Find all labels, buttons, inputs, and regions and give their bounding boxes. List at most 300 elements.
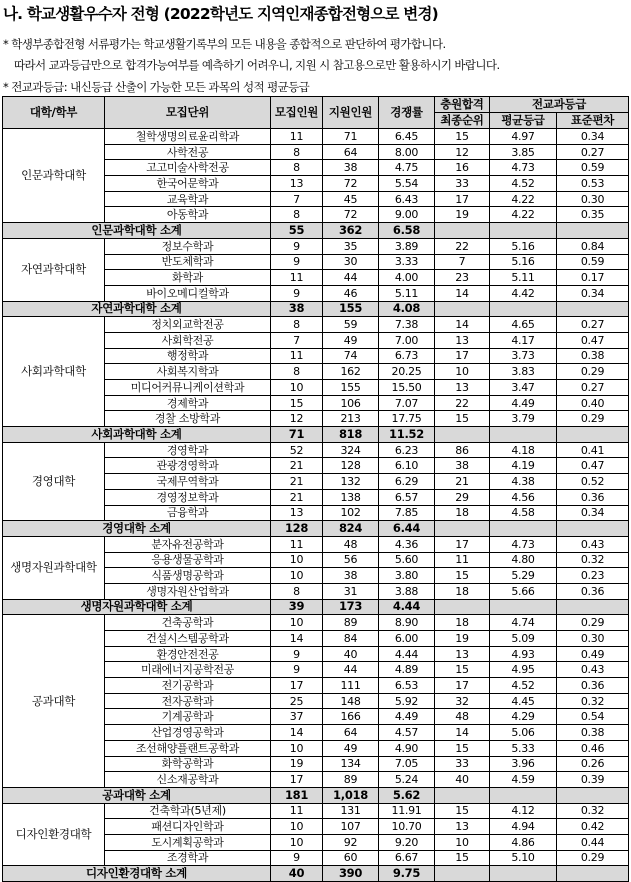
ratio-cell: 20.25	[379, 364, 435, 380]
sd-cell: 0.43	[557, 536, 629, 552]
sd-cell: 0.34	[557, 129, 629, 145]
sd-cell: 0.36	[557, 583, 629, 599]
ratio-cell: 9.20	[379, 834, 435, 850]
applicants-cell: 166	[323, 709, 379, 725]
rank-cell: 29	[435, 489, 490, 505]
sd-cell: 0.36	[557, 489, 629, 505]
sd-cell: 0.40	[557, 395, 629, 411]
quota-cell: 14	[271, 725, 323, 741]
table-row	[3, 238, 629, 254]
avg-grade-cell: 3.85	[490, 144, 557, 160]
empty-cell	[557, 599, 629, 615]
avg-grade-cell: 4.56	[490, 489, 557, 505]
college-name: 자연과학대학	[3, 238, 105, 301]
rank-cell: 33	[435, 176, 490, 192]
quota-cell: 9	[271, 254, 323, 270]
rank-cell: 18	[435, 615, 490, 631]
quota-cell: 8	[271, 144, 323, 160]
empty-cell	[490, 301, 557, 317]
sd-cell: 0.59	[557, 254, 629, 270]
empty-cell	[435, 427, 490, 443]
sd-cell: 0.17	[557, 270, 629, 286]
sd-cell: 0.29	[557, 411, 629, 427]
rank-cell: 22	[435, 395, 490, 411]
rank-cell: 19	[435, 207, 490, 223]
rank-cell: 17	[435, 191, 490, 207]
empty-cell	[557, 521, 629, 537]
rank-cell: 14	[435, 317, 490, 333]
applicants-cell: 138	[323, 489, 379, 505]
empty-cell	[435, 866, 490, 882]
rank-cell: 17	[435, 678, 490, 694]
avg-grade-cell: 5.66	[490, 583, 557, 599]
header-rank-line1: 충원합격	[435, 97, 490, 113]
sd-cell: 0.46	[557, 740, 629, 756]
ratio-cell: 8.90	[379, 615, 435, 631]
unit-name: 전기공학과	[105, 678, 271, 694]
applicants-cell: 38	[323, 568, 379, 584]
avg-grade-cell: 4.49	[490, 395, 557, 411]
quota-cell: 11	[271, 536, 323, 552]
quota-cell: 15	[271, 395, 323, 411]
rank-cell: 13	[435, 646, 490, 662]
rank-cell: 22	[435, 238, 490, 254]
header-unit: 모집단위	[105, 97, 271, 129]
unit-name: 국제무역학과	[105, 474, 271, 490]
unit-name: 패션디자인학과	[105, 819, 271, 835]
page-title: 나. 학교생활우수자 전형 (2022학년도 지역인재종합전형으로 변경)	[3, 5, 438, 23]
rank-cell: 23	[435, 270, 490, 286]
sd-cell: 0.35	[557, 207, 629, 223]
quota-cell: 11	[271, 270, 323, 286]
sd-cell: 0.34	[557, 505, 629, 521]
unit-name: 기계공학과	[105, 709, 271, 725]
avg-grade-cell: 4.19	[490, 458, 557, 474]
sd-cell: 0.41	[557, 442, 629, 458]
empty-cell	[435, 787, 490, 803]
unit-name: 조선해양플랜트공학과	[105, 740, 271, 756]
avg-grade-cell: 4.52	[490, 176, 557, 192]
quota-cell: 9	[271, 850, 323, 866]
quota-cell: 13	[271, 176, 323, 192]
unit-name: 교육학과	[105, 191, 271, 207]
applicants-cell: 92	[323, 834, 379, 850]
avg-grade-cell: 4.22	[490, 191, 557, 207]
unit-name: 고고미술사학전공	[105, 160, 271, 176]
unit-name: 정치외교학전공	[105, 317, 271, 333]
quota-cell: 37	[271, 709, 323, 725]
quota-cell: 11	[271, 129, 323, 145]
quota-cell: 10	[271, 568, 323, 584]
rank-cell: 33	[435, 756, 490, 772]
subtotal-ratio: 6.58	[379, 223, 435, 239]
header-grade-group: 전교과등급	[490, 97, 629, 113]
subtotal-quota: 181	[271, 787, 323, 803]
subtotal-row	[3, 223, 629, 239]
sd-cell: 0.26	[557, 756, 629, 772]
subtotal-ratio: 5.62	[379, 787, 435, 803]
quota-cell: 9	[271, 646, 323, 662]
header-rank-line2: 최종순위	[435, 113, 490, 129]
table-row	[3, 803, 629, 819]
unit-name: 반도체학과	[105, 254, 271, 270]
applicants-cell: 131	[323, 803, 379, 819]
sd-cell: 0.36	[557, 678, 629, 694]
rank-cell: 18	[435, 583, 490, 599]
sd-cell: 0.39	[557, 772, 629, 788]
avg-grade-cell: 5.06	[490, 725, 557, 741]
avg-grade-cell: 4.73	[490, 536, 557, 552]
applicants-cell: 64	[323, 144, 379, 160]
rank-cell: 32	[435, 693, 490, 709]
sd-cell: 0.59	[557, 160, 629, 176]
unit-name: 사회학전공	[105, 332, 271, 348]
applicants-cell: 45	[323, 191, 379, 207]
empty-cell	[435, 599, 490, 615]
rank-cell: 13	[435, 819, 490, 835]
unit-name: 아동학과	[105, 207, 271, 223]
header-avg: 평균등급	[490, 113, 557, 129]
applicants-cell: 59	[323, 317, 379, 333]
avg-grade-cell: 4.80	[490, 552, 557, 568]
avg-grade-cell: 4.17	[490, 332, 557, 348]
applicants-cell: 132	[323, 474, 379, 490]
avg-grade-cell: 3.47	[490, 380, 557, 396]
ratio-cell: 6.10	[379, 458, 435, 474]
empty-cell	[435, 301, 490, 317]
note-evaluation: * 학생부종합전형 서류평가는 학교생활기록부의 모든 내용을 종합적으로 판단하여 평가합니다.	[3, 37, 446, 51]
applicants-cell: 56	[323, 552, 379, 568]
rank-cell: 12	[435, 144, 490, 160]
empty-cell	[490, 866, 557, 882]
empty-cell	[557, 787, 629, 803]
applicants-cell: 64	[323, 725, 379, 741]
rank-cell: 48	[435, 709, 490, 725]
avg-grade-cell: 4.74	[490, 615, 557, 631]
unit-name: 미래에너지공학전공	[105, 662, 271, 678]
applicants-cell: 324	[323, 442, 379, 458]
avg-grade-cell: 4.45	[490, 693, 557, 709]
avg-grade-cell: 5.09	[490, 631, 557, 647]
quota-cell: 10	[271, 552, 323, 568]
applicants-cell: 134	[323, 756, 379, 772]
avg-grade-cell: 3.73	[490, 348, 557, 364]
rank-cell: 11	[435, 552, 490, 568]
avg-grade-cell: 4.29	[490, 709, 557, 725]
subtotal-row	[3, 427, 629, 443]
ratio-cell: 6.67	[379, 850, 435, 866]
ratio-cell: 8.00	[379, 144, 435, 160]
avg-grade-cell: 4.38	[490, 474, 557, 490]
avg-grade-cell: 4.94	[490, 819, 557, 835]
subtotal-row	[3, 787, 629, 803]
sd-cell: 0.47	[557, 332, 629, 348]
rank-cell: 38	[435, 458, 490, 474]
unit-name: 산업경영공학과	[105, 725, 271, 741]
applicants-cell: 102	[323, 505, 379, 521]
empty-cell	[435, 223, 490, 239]
ratio-cell: 6.73	[379, 348, 435, 364]
subtotal-label: 자연과학대학 소계	[3, 301, 271, 317]
college-name: 경영대학	[3, 442, 105, 520]
applicants-cell: 30	[323, 254, 379, 270]
avg-grade-cell: 4.93	[490, 646, 557, 662]
empty-cell	[490, 599, 557, 615]
avg-grade-cell: 5.16	[490, 238, 557, 254]
sd-cell: 0.29	[557, 850, 629, 866]
ratio-cell: 15.50	[379, 380, 435, 396]
ratio-cell: 4.44	[379, 646, 435, 662]
sd-cell: 0.30	[557, 191, 629, 207]
applicants-cell: 71	[323, 129, 379, 145]
applicants-cell: 84	[323, 631, 379, 647]
college-name: 디자인환경대학	[3, 803, 105, 866]
subtotal-label: 인문과학대학 소계	[3, 223, 271, 239]
admission-results-table	[2, 96, 629, 882]
unit-name: 건축학과(5년제)	[105, 803, 271, 819]
applicants-cell: 148	[323, 693, 379, 709]
applicants-cell: 35	[323, 238, 379, 254]
avg-grade-cell: 5.10	[490, 850, 557, 866]
ratio-cell: 6.57	[379, 489, 435, 505]
ratio-cell: 3.89	[379, 238, 435, 254]
sd-cell: 0.42	[557, 819, 629, 835]
sd-cell: 0.54	[557, 709, 629, 725]
subtotal-ratio: 6.44	[379, 521, 435, 537]
applicants-cell: 49	[323, 332, 379, 348]
rank-cell: 14	[435, 725, 490, 741]
unit-name: 정보수학과	[105, 238, 271, 254]
rank-cell: 19	[435, 631, 490, 647]
subtotal-quota: 40	[271, 866, 323, 882]
applicants-cell: 72	[323, 176, 379, 192]
empty-cell	[490, 223, 557, 239]
ratio-cell: 3.88	[379, 583, 435, 599]
sd-cell: 0.43	[557, 662, 629, 678]
quota-cell: 17	[271, 772, 323, 788]
ratio-cell: 17.75	[379, 411, 435, 427]
subtotal-applicants: 818	[323, 427, 379, 443]
unit-name: 미디어커뮤니케이션학과	[105, 380, 271, 396]
subtotal-quota: 39	[271, 599, 323, 615]
subtotal-applicants: 173	[323, 599, 379, 615]
empty-cell	[557, 427, 629, 443]
header-ratio: 경쟁률	[379, 97, 435, 129]
empty-cell	[557, 866, 629, 882]
ratio-cell: 11.91	[379, 803, 435, 819]
avg-grade-cell: 5.11	[490, 270, 557, 286]
avg-grade-cell: 4.97	[490, 129, 557, 145]
unit-name: 철학생명의료윤리학과	[105, 129, 271, 145]
table-row	[3, 129, 629, 145]
ratio-cell: 9.00	[379, 207, 435, 223]
rank-cell: 86	[435, 442, 490, 458]
college-name: 생명자원과학대학	[3, 536, 105, 599]
subtotal-quota: 38	[271, 301, 323, 317]
sd-cell: 0.32	[557, 552, 629, 568]
ratio-cell: 4.36	[379, 536, 435, 552]
applicants-cell: 49	[323, 740, 379, 756]
quota-cell: 8	[271, 364, 323, 380]
subtotal-applicants: 824	[323, 521, 379, 537]
avg-grade-cell: 4.52	[490, 678, 557, 694]
sd-cell: 0.27	[557, 144, 629, 160]
header-applicants: 지원인원	[323, 97, 379, 129]
avg-grade-cell: 4.59	[490, 772, 557, 788]
subtotal-ratio: 4.08	[379, 301, 435, 317]
sd-cell: 0.34	[557, 285, 629, 301]
ratio-cell: 7.05	[379, 756, 435, 772]
sd-cell: 0.29	[557, 615, 629, 631]
sd-cell: 0.32	[557, 693, 629, 709]
subtotal-applicants: 390	[323, 866, 379, 882]
subtotal-row	[3, 599, 629, 615]
quota-cell: 10	[271, 380, 323, 396]
rank-cell: 14	[435, 285, 490, 301]
sd-cell: 0.52	[557, 474, 629, 490]
college-name: 인문과학대학	[3, 129, 105, 223]
ratio-cell: 7.07	[379, 395, 435, 411]
ratio-cell: 5.60	[379, 552, 435, 568]
header-sd: 표준편차	[557, 113, 629, 129]
unit-name: 바이오메디컬학과	[105, 285, 271, 301]
subtotal-row	[3, 521, 629, 537]
avg-grade-cell: 3.96	[490, 756, 557, 772]
quota-cell: 9	[271, 238, 323, 254]
subtotal-row	[3, 866, 629, 882]
quota-cell: 21	[271, 489, 323, 505]
sd-cell: 0.38	[557, 725, 629, 741]
avg-grade-cell: 4.42	[490, 285, 557, 301]
rank-cell: 15	[435, 411, 490, 427]
rank-cell: 15	[435, 740, 490, 756]
avg-grade-cell: 4.18	[490, 442, 557, 458]
applicants-cell: 44	[323, 662, 379, 678]
ratio-cell: 6.45	[379, 129, 435, 145]
unit-name: 화학과	[105, 270, 271, 286]
unit-name: 식품생명공학과	[105, 568, 271, 584]
rank-cell: 17	[435, 348, 490, 364]
quota-cell: 14	[271, 631, 323, 647]
quota-cell: 10	[271, 819, 323, 835]
unit-name: 관광경영학과	[105, 458, 271, 474]
unit-name: 경찰 소방학과	[105, 411, 271, 427]
applicants-cell: 162	[323, 364, 379, 380]
subtotal-ratio: 11.52	[379, 427, 435, 443]
empty-cell	[557, 223, 629, 239]
header-quota: 모집인원	[271, 97, 323, 129]
college-name: 공과대학	[3, 615, 105, 788]
unit-name: 경제학과	[105, 395, 271, 411]
empty-cell	[490, 427, 557, 443]
quota-cell: 10	[271, 740, 323, 756]
applicants-cell: 46	[323, 285, 379, 301]
avg-grade-cell: 4.22	[490, 207, 557, 223]
quota-cell: 8	[271, 160, 323, 176]
unit-name: 화학공학과	[105, 756, 271, 772]
unit-name: 조경학과	[105, 850, 271, 866]
ratio-cell: 6.53	[379, 678, 435, 694]
quota-cell: 7	[271, 191, 323, 207]
subtotal-quota: 55	[271, 223, 323, 239]
sd-cell: 0.49	[557, 646, 629, 662]
unit-name: 금융학과	[105, 505, 271, 521]
ratio-cell: 10.70	[379, 819, 435, 835]
quota-cell: 21	[271, 474, 323, 490]
rank-cell: 16	[435, 160, 490, 176]
quota-cell: 9	[271, 662, 323, 678]
sd-cell: 0.44	[557, 834, 629, 850]
unit-name: 경영정보학과	[105, 489, 271, 505]
sd-cell: 0.84	[557, 238, 629, 254]
rank-cell: 15	[435, 662, 490, 678]
applicants-cell: 60	[323, 850, 379, 866]
avg-grade-cell: 3.79	[490, 411, 557, 427]
ratio-cell: 6.43	[379, 191, 435, 207]
applicants-cell: 106	[323, 395, 379, 411]
rank-cell: 40	[435, 772, 490, 788]
sd-cell: 0.53	[557, 176, 629, 192]
ratio-cell: 7.00	[379, 332, 435, 348]
unit-name: 전자공학과	[105, 693, 271, 709]
ratio-cell: 5.54	[379, 176, 435, 192]
unit-name: 환경안전전공	[105, 646, 271, 662]
unit-name: 생명자원산업학과	[105, 583, 271, 599]
note-grade-definition: * 전교과등급: 내신등급 산출이 가능한 모든 과목의 성적 평균등급	[3, 80, 310, 94]
subtotal-quota: 71	[271, 427, 323, 443]
quota-cell: 8	[271, 583, 323, 599]
college-name: 사회과학대학	[3, 317, 105, 427]
quota-cell: 9	[271, 285, 323, 301]
empty-cell	[490, 521, 557, 537]
unit-name: 분자유전공학과	[105, 536, 271, 552]
quota-cell: 10	[271, 834, 323, 850]
avg-grade-cell: 4.58	[490, 505, 557, 521]
rank-cell: 18	[435, 505, 490, 521]
ratio-cell: 4.90	[379, 740, 435, 756]
ratio-cell: 3.80	[379, 568, 435, 584]
ratio-cell: 4.00	[379, 270, 435, 286]
applicants-cell: 48	[323, 536, 379, 552]
sd-cell: 0.30	[557, 631, 629, 647]
empty-cell	[490, 787, 557, 803]
avg-grade-cell: 4.73	[490, 160, 557, 176]
ratio-cell: 7.38	[379, 317, 435, 333]
sd-cell: 0.27	[557, 380, 629, 396]
quota-cell: 10	[271, 615, 323, 631]
empty-cell	[435, 521, 490, 537]
avg-grade-cell: 4.12	[490, 803, 557, 819]
avg-grade-cell: 5.33	[490, 740, 557, 756]
quota-cell: 12	[271, 411, 323, 427]
avg-grade-cell: 5.29	[490, 568, 557, 584]
subtotal-quota: 128	[271, 521, 323, 537]
rank-cell: 10	[435, 834, 490, 850]
unit-name: 사회복지학과	[105, 364, 271, 380]
unit-name: 도시계획공학과	[105, 834, 271, 850]
applicants-cell: 74	[323, 348, 379, 364]
avg-grade-cell: 4.65	[490, 317, 557, 333]
unit-name: 사학전공	[105, 144, 271, 160]
subtotal-label: 공과대학 소계	[3, 787, 271, 803]
quota-cell: 21	[271, 458, 323, 474]
sd-cell: 0.47	[557, 458, 629, 474]
avg-grade-cell: 4.95	[490, 662, 557, 678]
quota-cell: 19	[271, 756, 323, 772]
unit-name: 건설시스템공학과	[105, 631, 271, 647]
quota-cell: 7	[271, 332, 323, 348]
subtotal-ratio: 4.44	[379, 599, 435, 615]
